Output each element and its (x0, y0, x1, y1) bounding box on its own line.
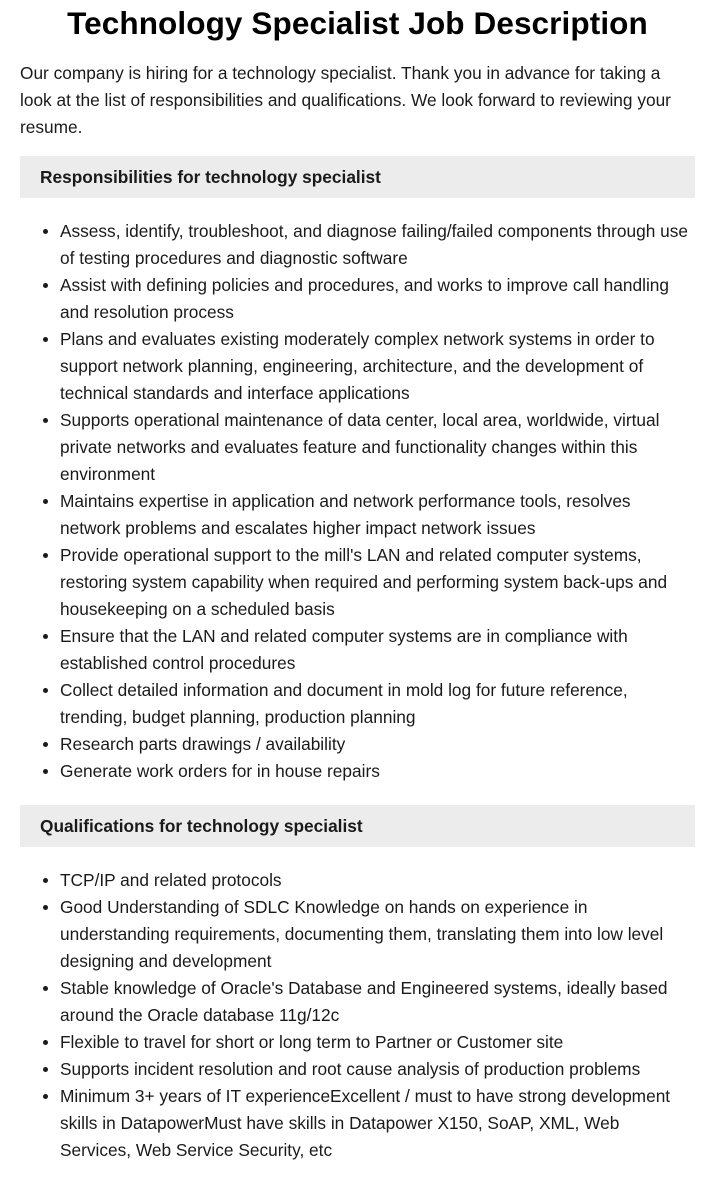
page-title: Technology Specialist Job Description (67, 5, 648, 41)
list-item: Ensure that the LAN and related computer systems are in compliance with established control procedures (60, 623, 695, 677)
list-item: Supports operational maintenance of data center, local area, worldwide, virtual private networks and evaluates feature and functionality changes within this environment (60, 407, 695, 488)
qualifications-list (20, 867, 695, 1164)
responsibilities-list (20, 218, 695, 785)
list-item: Good Understanding of SDLC Knowledge on hands on experience in understanding requirements, documenting them, translating them into low level designing and development (60, 894, 695, 975)
responsibilities-heading: Responsibilities for technology specialist (20, 156, 695, 198)
list-item: Minimum 3+ years of IT experienceExcellent / must to have strong development skills in DatapowerMust have skills in Datapower X150, SoAP, XML, Web Services, Web Service Security, etc (60, 1083, 695, 1164)
qualifications-heading: Qualifications for technology specialist (20, 805, 695, 847)
list-item: Supports incident resolution and root cause analysis of production problems (60, 1056, 695, 1083)
list-item: Generate work orders for in house repairs (60, 758, 695, 785)
list-item: Research parts drawings / availability (60, 731, 695, 758)
list-item: Maintains expertise in application and network performance tools, resolves network problems and escalates higher impact network issues (60, 488, 695, 542)
list-item: Assess, identify, troubleshoot, and diagnose failing/failed components through use of testing procedures and diagnostic software (60, 218, 695, 272)
list-item: TCP/IP and related protocols (60, 867, 695, 894)
list-item: Assist with defining policies and procedures, and works to improve call handling and resolution process (60, 272, 695, 326)
list-item: Collect detailed information and document in mold log for future reference, trending, budget planning, production planning (60, 677, 695, 731)
list-item: Stable knowledge of Oracle's Database and Engineered systems, ideally based around the Oracle database 11g/12c (60, 975, 695, 1029)
list-item: Plans and evaluates existing moderately complex network systems in order to support network planning, engineering, architecture, and the development of technical standards and interface applications (60, 326, 695, 407)
list-item: Provide operational support to the mill's LAN and related computer systems, restoring system capability when required and performing system back-ups and housekeeping on a scheduled basis (60, 542, 695, 623)
intro-paragraph: Our company is hiring for a technology specialist. Thank you in advance for taking a look at the list of responsibilities and qualifications. We look forward to reviewing your resume. (20, 63, 671, 137)
list-item: Flexible to travel for short or long term to Partner or Customer site (60, 1029, 695, 1056)
